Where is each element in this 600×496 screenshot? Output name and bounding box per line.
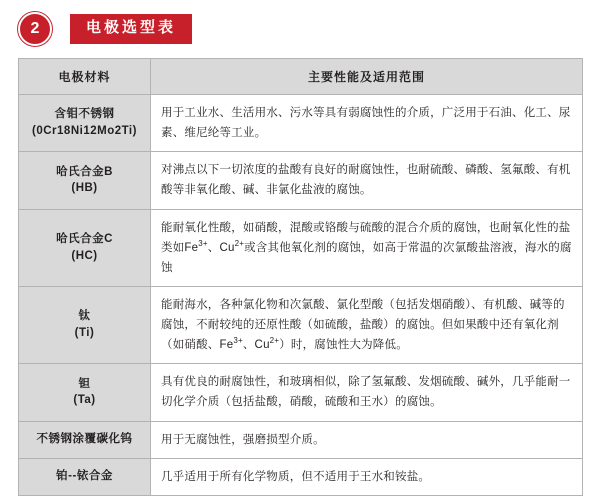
table-row xyxy=(19,209,583,286)
table-row xyxy=(19,95,583,152)
cell-material: 钽 (Ta) xyxy=(19,364,151,421)
cell-material: 哈氏合金C (HC) xyxy=(19,209,151,286)
column-header-description: 主要性能及适用范围 xyxy=(151,59,583,95)
cell-material: 铂--铱合金 xyxy=(19,458,151,495)
page-header xyxy=(18,12,582,46)
table-header-row xyxy=(19,59,583,95)
column-header-material: 电极材料 xyxy=(19,59,151,95)
cell-description: 用于工业水、生活用水、污水等具有弱腐蚀性的介质，广泛用于石油、化工、尿素、维尼纶等工业。 xyxy=(151,95,583,152)
cell-description: 能耐氧化性酸，如硝酸，混酸或铬酸与硫酸的混合介质的腐蚀，也耐氧化性的盐类如$Fe^{3+}$、$Cu^{2+}$或含其他氧化剂的腐蚀，如高于常温的次氯酸盐溶液，海水的腐蚀 xyxy=(151,209,583,286)
cell-material: 不锈钢涂覆碳化钨 xyxy=(19,421,151,458)
cell-description: 几乎适用于所有化学物质，但不适用于王水和铵盐。 xyxy=(151,458,583,495)
section-number-badge: 2 xyxy=(18,12,52,46)
cell-description: 能耐海水，各种氯化物和次氯酸、氯化型酸（包括发烟硝酸）、有机酸、碱等的腐蚀，不耐较纯的还原性酸（如硫酸，盐酸）的腐蚀。但如果酸中还有氧化剂（如硝酸、$Fe^{3+}$、$Cu^{2+}$）时，腐蚀性大为降低。 xyxy=(151,286,583,363)
cell-description: 具有优良的耐腐蚀性，和玻璃相似，除了氢氟酸、发烟硫酸、碱外，几乎能耐一切化学介质（包括盐酸，硝酸，硫酸和王水）的腐蚀。 xyxy=(151,364,583,421)
table-body xyxy=(19,95,583,496)
cell-material: 含钼不锈钢 (0Cr18Ni12Mo2Ti) xyxy=(19,95,151,152)
page-title: 电极选型表 xyxy=(70,14,192,44)
table-row xyxy=(19,286,583,363)
table-row xyxy=(19,421,583,458)
table-header xyxy=(19,59,583,95)
cell-description: 用于无腐蚀性，强磨损型介质。 xyxy=(151,421,583,458)
cell-description: 对沸点以下一切浓度的盐酸有良好的耐腐蚀性，也耐硫酸、磷酸、氢氟酸、有机酸等非氧化酸、碱、非氯化盐液的腐蚀。 xyxy=(151,152,583,209)
cell-material: 钛 (Ti) xyxy=(19,286,151,363)
electrode-selection-table xyxy=(18,58,583,496)
table-row xyxy=(19,152,583,209)
table-row xyxy=(19,458,583,495)
table-row xyxy=(19,364,583,421)
cell-material: 哈氏合金B (HB) xyxy=(19,152,151,209)
